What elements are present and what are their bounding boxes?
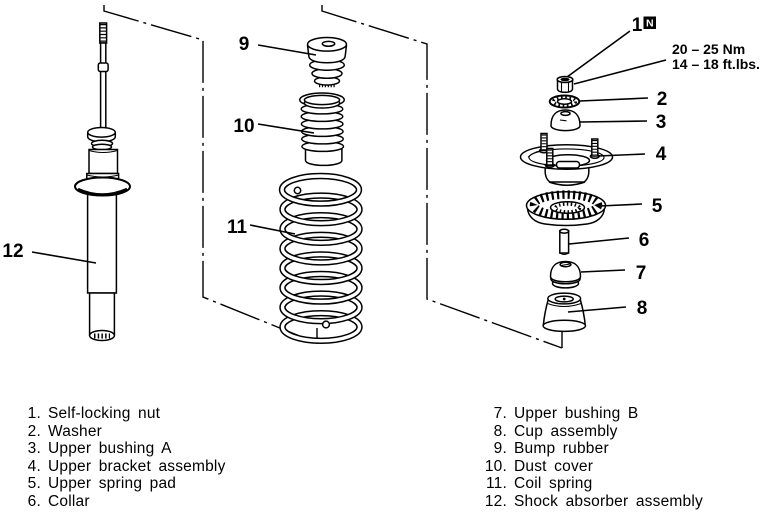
callout-9: 9 — [238, 34, 250, 55]
part-number: 11. — [486, 475, 507, 493]
shock-absorber-drawing — [75, 23, 130, 341]
parts-list-left-column — [24, 405, 226, 511]
callout-4: 4 — [655, 144, 667, 165]
part-number: 7. — [493, 405, 507, 422]
torque-nm: 20 – 25 Nm — [672, 41, 746, 57]
torque-note — [672, 41, 760, 72]
parts-list-item-3 — [24, 440, 226, 458]
part-name: Cup assembly — [514, 422, 618, 440]
part-number: 5. — [27, 475, 41, 493]
parts-list-item-10 — [477, 458, 703, 476]
nut-replace-note-letter: N — [646, 17, 654, 30]
callout-11: 11 — [226, 217, 248, 238]
part-name: Self-locking nut — [48, 405, 161, 422]
callout-7: 7 — [635, 263, 647, 284]
part-number: 2. — [27, 422, 41, 440]
parts-list-item-2 — [24, 423, 226, 441]
part-name: Bump rubber — [514, 440, 609, 458]
parts-list-item-8 — [477, 423, 703, 441]
collar-drawing — [560, 229, 569, 254]
upper-spring-pad-drawing — [527, 192, 606, 226]
part-number: 8. — [493, 422, 507, 440]
leader-3 — [580, 121, 647, 122]
parts-list-item-11 — [477, 475, 703, 493]
part-name: Shock absorber assembly — [514, 492, 703, 510]
leader-12 — [32, 252, 96, 263]
part-name: Upper spring pad — [48, 475, 177, 493]
part-name: Collar — [48, 492, 90, 510]
upper-bushing-a-drawing — [551, 110, 580, 131]
part-number: 6. — [27, 492, 41, 510]
callout-5: 5 — [651, 196, 663, 217]
callout-3: 3 — [655, 112, 667, 133]
part-name: Washer — [48, 422, 103, 440]
torque-ftlbs: 14 – 18 ft.lbs. — [672, 56, 760, 72]
part-name: Upper bracket assembly — [48, 457, 226, 475]
bump-rubber-drawing — [308, 38, 347, 86]
parts-list-item-9 — [477, 440, 703, 458]
part-name: Coil spring — [514, 475, 593, 493]
upper-bracket-assembly-drawing — [521, 134, 613, 186]
callout-8: 8 — [636, 298, 648, 319]
callout-1: 1 — [631, 15, 643, 36]
part-number: 12. — [484, 492, 507, 510]
cup-assembly-drawing — [543, 293, 585, 331]
leader-5 — [600, 204, 642, 206]
part-name: Dust cover — [514, 457, 594, 475]
callout-2: 2 — [656, 89, 668, 110]
part-number: 9. — [493, 440, 507, 458]
self-locking-nut-drawing — [557, 77, 573, 93]
parts-list-right-column — [477, 405, 703, 511]
part-name: Upper bushing A — [48, 440, 172, 458]
leader-11 — [250, 225, 295, 234]
callout-12: 12 — [2, 241, 24, 262]
dust-cover-drawing — [300, 93, 345, 165]
leader-7 — [581, 270, 625, 272]
parts-list-item-4 — [24, 458, 226, 476]
part-number: 3. — [27, 440, 41, 458]
leader-1-callout — [567, 31, 630, 77]
leader-1-torque — [574, 60, 666, 84]
callout-6: 6 — [638, 230, 650, 251]
parts-list-item-7 — [477, 405, 703, 423]
parts-list-item-5 — [24, 475, 226, 493]
leader-2 — [580, 98, 648, 101]
parts-list-item-6 — [24, 493, 226, 511]
part-number: 4. — [27, 457, 41, 475]
part-number: 10. — [484, 457, 507, 475]
phantom-line-right — [322, 5, 562, 348]
parts-list-item-12 — [477, 493, 703, 511]
upper-bushing-b-drawing — [551, 262, 581, 288]
leader-6 — [569, 238, 629, 244]
washer-drawing — [550, 96, 580, 108]
part-number: 1. — [27, 405, 41, 422]
callout-10: 10 — [233, 116, 255, 137]
part-name: Upper bushing B — [514, 405, 639, 422]
coil-spring-drawing — [282, 176, 360, 341]
parts-list-item-1 — [24, 405, 226, 423]
